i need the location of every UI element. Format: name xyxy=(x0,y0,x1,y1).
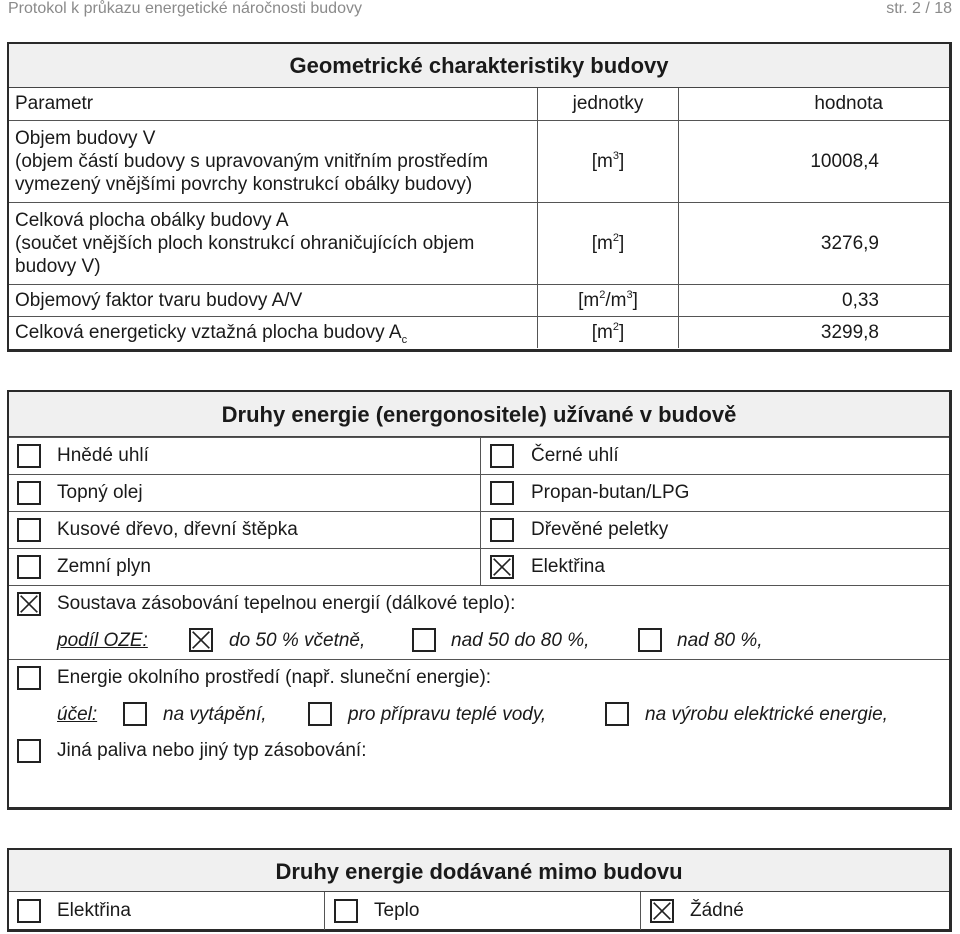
label-topny-olej: Topný olej xyxy=(57,482,143,503)
geometry-section xyxy=(7,42,952,352)
checkbox-zemni-plyn[interactable] xyxy=(17,555,41,579)
checkbox-energie-okoli[interactable] xyxy=(17,666,41,690)
checkbox-export-elektrina[interactable] xyxy=(17,899,41,923)
checkbox-drevene-peletky[interactable] xyxy=(490,518,514,542)
geometry-row-shape-factor xyxy=(9,284,949,316)
label-oze-do-50: do 50 % včetně, xyxy=(229,630,366,651)
checkbox-export-zadne[interactable] xyxy=(650,899,674,923)
energy-row-1 xyxy=(9,437,949,475)
energy-used-section xyxy=(7,390,952,810)
unit-cell: $[m^2/m^3]$ xyxy=(538,284,679,316)
label-oze-nad-80: nad 80 %, xyxy=(677,630,763,651)
geometry-title: Geometrické charakteristiky budovy xyxy=(9,44,949,88)
param-cell: Objem budovy V (objem částí budovy s upravovaným vnitřním prostředím vymezený vnějšími povrchy konstrukcí obálky budovy) xyxy=(9,120,538,202)
checkbox-vytapeni[interactable] xyxy=(123,702,147,726)
checkbox-topny-olej[interactable] xyxy=(17,481,41,505)
param-cell: Celková energeticky vztažná plocha budovy $A_c$ xyxy=(9,316,538,348)
column-divider xyxy=(324,892,325,930)
label-export-teplo: Teplo xyxy=(374,900,420,921)
page-header xyxy=(8,0,952,22)
check-mark-icon xyxy=(492,557,512,577)
checkbox-export-teplo[interactable] xyxy=(334,899,358,923)
label-cerne-uhli: Černé uhlí xyxy=(531,445,619,466)
ambient-energy-row xyxy=(9,659,949,734)
other-fuel-row xyxy=(9,733,949,807)
checkbox-hnede-uhli[interactable] xyxy=(17,444,41,468)
checkbox-oze-do-50[interactable] xyxy=(189,628,213,652)
checkbox-cerne-uhli[interactable] xyxy=(490,444,514,468)
label-podil-oze: podíl OZE: xyxy=(57,630,148,651)
checkbox-elektricka-energie[interactable] xyxy=(605,702,629,726)
label-elektricka-energie: na výrobu elektrické energie, xyxy=(645,704,888,725)
checkbox-jina-paliva[interactable] xyxy=(17,739,41,763)
param-cell: Celková plocha obálky budovy A (součet vnějších ploch konstrukcí ohraničujících objem budovy V) xyxy=(9,202,538,284)
checkbox-oze-nad-80[interactable] xyxy=(638,628,662,652)
value-cell: 10008,4 xyxy=(679,120,950,202)
page-number: str. 2 / 18 xyxy=(886,0,952,17)
energy-exported-section xyxy=(7,848,952,932)
energy-exported-title: Druhy energie dodávané mimo budovu xyxy=(9,850,949,892)
checkbox-kusove-drevo[interactable] xyxy=(17,518,41,542)
checkbox-elektrina[interactable] xyxy=(490,555,514,579)
geometry-table xyxy=(9,88,949,348)
unit-cell: $[m^2]$ xyxy=(538,202,679,284)
checkbox-oze-50-80[interactable] xyxy=(412,628,436,652)
param-cell: Objemový faktor tvaru budovy A/V xyxy=(9,284,538,316)
label-kusove-drevo: Kusové dřevo, dřevní štěpka xyxy=(57,519,298,540)
label-drevene-peletky: Dřevěné peletky xyxy=(531,519,669,540)
label-export-elektrina: Elektřina xyxy=(57,900,131,921)
exported-row xyxy=(9,892,949,930)
unit-cell: $[m^3]$ xyxy=(538,120,679,202)
value-cell: 3299,8 xyxy=(679,316,950,348)
label-oze-50-80: nad 50 do 80 %, xyxy=(451,630,590,651)
check-mark-icon xyxy=(191,630,211,650)
label-zemni-plyn: Zemní plyn xyxy=(57,556,151,577)
energy-row-2 xyxy=(9,474,949,512)
column-divider xyxy=(640,892,641,930)
energy-used-title: Druhy energie (energonositele) užívané v budově xyxy=(9,392,949,437)
district-heating-row xyxy=(9,585,949,660)
value-cell: 0,33 xyxy=(679,284,950,316)
energy-row-3 xyxy=(9,511,949,549)
label-vytapeni: na vytápění, xyxy=(163,704,267,725)
value-cell: 3276,9 xyxy=(679,202,950,284)
label-hnede-uhli: Hnědé uhlí xyxy=(57,445,149,466)
label-elektrina: Elektřina xyxy=(531,556,605,577)
label-jina-paliva: Jiná paliva nebo jiný typ zásobování: xyxy=(57,740,367,761)
geometry-row-area xyxy=(9,202,949,284)
label-ucel: účel: xyxy=(57,704,98,725)
label-propan-butan: Propan-butan/LPG xyxy=(531,482,690,503)
document-title: Protokol k průkazu energetické náročnosti budovy xyxy=(8,0,362,17)
col-param: Parametr xyxy=(15,93,94,115)
checkbox-tepla-voda[interactable] xyxy=(308,702,332,726)
energy-row-4 xyxy=(9,548,949,586)
col-value: hodnota xyxy=(679,88,950,120)
col-units: jednotky xyxy=(538,88,679,120)
check-mark-icon xyxy=(19,594,39,614)
label-dalkove-teplo: Soustava zásobování tepelnou energií (dálkové teplo): xyxy=(57,593,516,614)
label-energie-okoli: Energie okolního prostředí (např. sluneční energie): xyxy=(57,667,492,688)
geometry-row-volume xyxy=(9,120,949,202)
unit-cell: $[m^2]$ xyxy=(538,316,679,348)
check-mark-icon xyxy=(652,901,672,921)
geometry-row-reference-area xyxy=(9,316,949,348)
label-export-zadne: Žádné xyxy=(690,900,744,921)
label-tepla-voda: pro přípravu teplé vody, xyxy=(348,704,547,725)
geometry-header-row xyxy=(9,88,949,120)
checkbox-dalkove-teplo[interactable] xyxy=(17,592,41,616)
checkbox-propan-butan[interactable] xyxy=(490,481,514,505)
